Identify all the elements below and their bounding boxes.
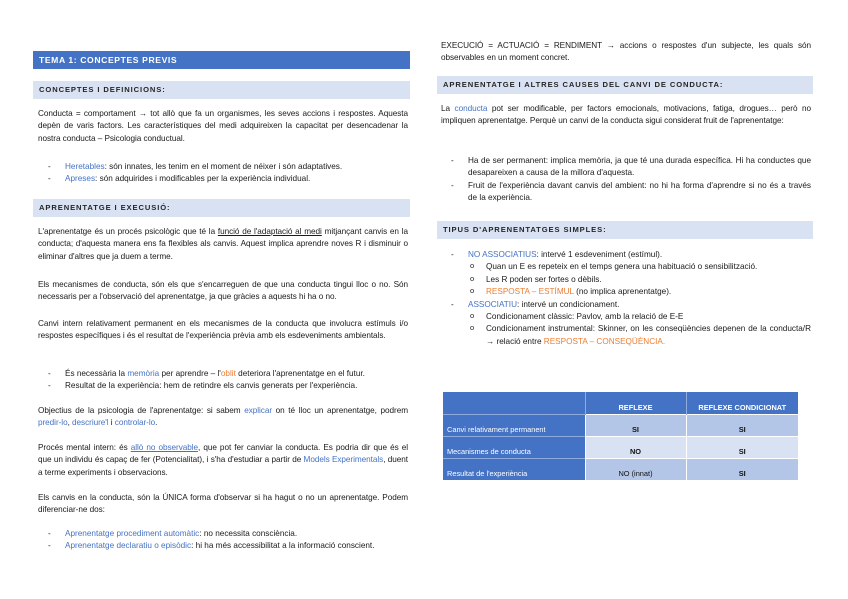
list-subitem: o Condicionament clàssic: Pavlov, amb la relació de E-E (423, 311, 811, 323)
term-apreses: Apreses (65, 174, 96, 184)
table-row: Mecanismes de conducta NO SI (443, 436, 798, 458)
list-subitem: o RESPOSTA – ESTÍMUL (no implica aprenentatge). (423, 286, 811, 298)
paragraph-conducta: Conducta = comportament → tot allò que fa un organismes, les seves accions i respostes. Aquesta depèn de varis factors. Les característiques del medi adquireixen la capacitat per desencadenar la nostra conducta – Psicologia conductual. (38, 109, 408, 143)
term-heretables: Heretables (65, 162, 105, 171)
list-item-associative: - ASSOCIATIU: intervé un condicionament. (423, 299, 811, 311)
paragraph-mechanisms: Els mecanismes de conducta, són els que s'encarreguen de que una conducta tingui lloc o no. Són necessaris per a l'observació del aprenentatge, ja que gràcies a aquests hi ha o no. (38, 280, 408, 302)
paragraph-conducta-modifiable: La conducta pot ser modificable, per factors emocionals, motivacions, fatiga, drogues… però no impliquen aprenentatge. Perquè un canvi de la conducta sigui considerat fruit de l'aprenentatge: (441, 104, 811, 126)
list-item-non-associative: - NO ASSOCIATIUS: intervé 1 esdeveniment (estímul). (423, 249, 811, 261)
section-heading-types: TIPUS D'APRENENTATGES SIMPLES: (437, 221, 813, 239)
paragraph-behaviour-changes: Els canvis en la conducta, són la ÚNICA forma d'observar si ha hagut o no un aprenentatge. Podem diferenciar-ne dos: (38, 493, 408, 515)
paragraph-internal-change: Canvi intern relativament permanent en els mecanismes de la conducta que involucra estímuls i/o respostes específiques i és el resultat de l'experiència prèvia amb els esdeveniments ambientals. (38, 319, 408, 341)
page-title: TEMA 1: CONCEPTES PREVIS (33, 51, 410, 69)
paragraph-objectives: Objectius de la psicologia de l'aprenentatge: si sabem explicar on té lloc un aprenentatge, podrem predir-lo, descriure'l i controlar-lo. (38, 406, 408, 428)
list-learning-kinds (20, 528, 408, 553)
section-heading-causes: APRENENTATGE I ALTRES CAUSES DEL CANVI DE CONDUCTA: (437, 76, 813, 94)
list-item: - Ha de ser permanent: implica memòria, ja que té una durada específica. Hi ha conductes que desapareixen a causa de la millora d'aquesta. (423, 155, 811, 180)
table-row: Canvi relativament permanent SI SI (443, 414, 798, 436)
section-heading-concepts: CONCEPTES I DEFINICIONS: (33, 81, 410, 99)
list-learning-conditions (423, 155, 811, 205)
list-behaviour-types (20, 161, 408, 186)
list-simple-learning-types (423, 249, 811, 348)
list-subitem: o Condicionament instrumental: Skinner, on les conseqüències depenen de la conducta/R → relació entre RESPOSTA – CONSEQÜÈNCIA. (423, 323, 811, 348)
table-header-reflexe: REFLEXE (585, 392, 686, 414)
list-item: - Fruit de l'experiència davant canvis del ambient: no hi ha forma d'aprendre si no és a través de la experiència. (423, 180, 811, 205)
list-memory (20, 368, 408, 393)
list-item: - Heretables: són innates, les tenim en el moment de néixer i són adaptatives. (20, 161, 408, 173)
list-item: - Aprenentatge declaratiu o episòdic: hi ha més accessibilitat a la informació conscient. (20, 540, 408, 552)
list-subitem: o Les R poden ser fortes o dèbils. (423, 274, 811, 286)
list-item: - Apreses: són adquirides i modificables per la experiència individual. (20, 173, 408, 185)
paragraph-learning-definition: L'aprenentatge és un procés psicològic que té la funció de l'adaptació al medi mitjançant canvis en la conducta; d'aquesta manera ens fa flexibles als canvis. Aquest implica aprendre noves R i disminuir o eliminar d'altres que ja duem a terme. (38, 227, 408, 261)
list-subitem: o Quan un E es repeteix en el temps genera una habituació o sensibilització. (423, 261, 811, 273)
list-item: - Resultat de la experiència: hem de retindre els canvis generats per l'experiència. (20, 380, 408, 392)
list-item: - Aprenentatge procediment automàtic: no necessita consciència. (20, 528, 408, 540)
section-heading-learning: APRENENTATGE I EXECUSIÓ: (33, 199, 410, 217)
table-header-row (443, 392, 798, 414)
paragraph-mental-process: Procés mental intern: és allò no observable, que pot fer canviar la conducta. Es podria dir que és el que un individu és capaç de fer (Potencialitat), i s'ha d'estudiar a partir de Models Experimentals, duent a terme experiments i observacions. (38, 443, 408, 477)
table-row: Resultat de l'experiència NO (innat) SI (443, 458, 798, 480)
table-header-empty (443, 392, 585, 414)
table-header-reflexe-condicionat: REFLEXE CONDICIONAT (686, 392, 798, 414)
paragraph-execution: EXECUCIÓ = ACTUACIÓ = RENDIMENT → accions o respostes d'un subjecte, les quals són observables en un moment concret. (441, 41, 811, 63)
comparison-table (443, 392, 798, 480)
list-item: - És necessària la memòria per aprendre – l'oblit deteriora l'aprenentatge en el futur. (20, 368, 408, 380)
